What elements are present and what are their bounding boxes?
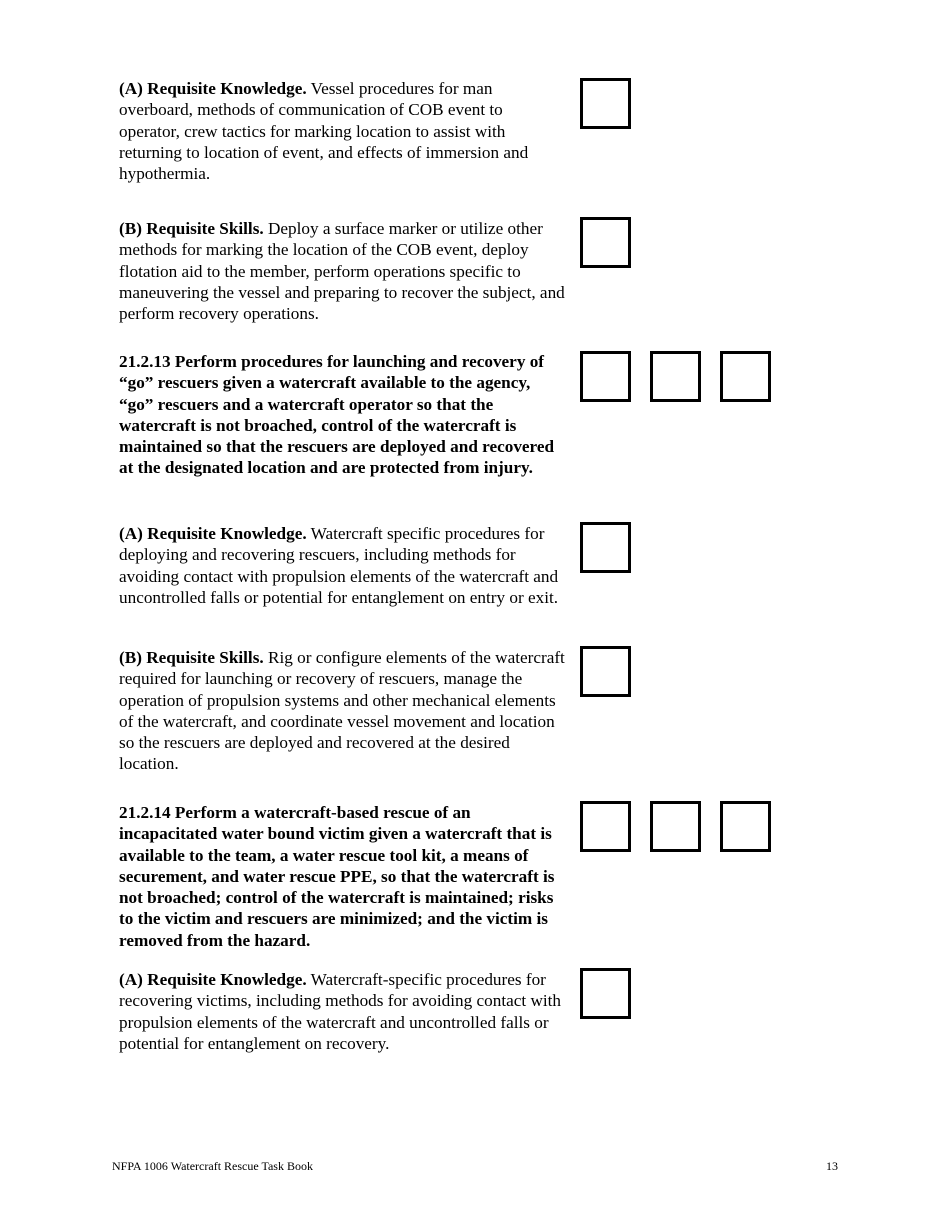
checkbox[interactable] [580, 78, 631, 129]
checkbox-3[interactable] [720, 801, 771, 852]
checkbox[interactable] [580, 522, 631, 573]
section-text: Deploy a surface marker or utilize other methods for marking the location of the COB event, deploy flotation aid to the member, perform operations specific to maneuvering the vessel and preparing to recover the subject, and perform recovery operations. [119, 219, 565, 324]
checkbox-1[interactable] [580, 351, 631, 402]
section-requisite-skills [119, 218, 565, 324]
page-number: 13 [826, 1159, 838, 1173]
checkbox[interactable] [580, 217, 631, 268]
checkbox-2[interactable] [650, 351, 701, 402]
section-requisite-knowledge [119, 969, 565, 1054]
checkbox[interactable] [580, 646, 631, 697]
section-text: Watercraft-specific procedures for recovering victims, including methods for avoiding contact with propulsion elements of the watercraft and uncontrolled falls or potential for entanglement on recovery. [119, 970, 561, 1053]
section-label: (B) Requisite Skills. [119, 648, 264, 667]
section-requisite-knowledge [119, 523, 565, 608]
section-requisite-knowledge [119, 78, 565, 184]
checkbox-2[interactable] [650, 801, 701, 852]
footer-title: NFPA 1006 Watercraft Rescue Task Book [112, 1159, 313, 1173]
jpr-heading-21-2-13: 21.2.13 Perform procedures for launching and recovery of “go” rescuers given a watercraft available to the agency, “go” rescuers and a watercraft operator so that the watercraft is not broached, control of the watercraft is maintained so that the rescuers are deployed and recovered at the designated location and are protected from injury. [119, 352, 555, 478]
section-label: (A) Requisite Knowledge. [119, 970, 307, 989]
checkbox-1[interactable] [580, 801, 631, 852]
section-label: (A) Requisite Knowledge. [119, 79, 307, 98]
section-text: Watercraft specific procedures for deploying and recovering rescuers, including methods for avoiding contact with propulsion elements of the watercraft and uncontrolled falls or potential for entanglement on entry or exit. [119, 524, 559, 607]
section-requisite-skills [119, 647, 565, 775]
checkbox-3[interactable] [720, 351, 771, 402]
section-label: (A) Requisite Knowledge. [119, 524, 307, 543]
checkbox[interactable] [580, 968, 631, 1019]
section-label: (B) Requisite Skills. [119, 219, 264, 238]
section-text: Rig or configure elements of the watercraft required for launching or recovery of rescuers, manage the operation of propulsion systems and other mechanical elements of the watercraft, and coordinate vessel movement and location so the rescuers are deployed and recovered at the desired location. [119, 648, 565, 774]
section-text: Vessel procedures for man overboard, methods of communication of COB event to operator, crew tactics for marking location to assist with returning to location of event, and effects of immersion and hypothermia. [119, 79, 529, 184]
jpr-heading-21-2-14: 21.2.14 Perform a watercraft-based rescue of an incapacitated water bound victim given a watercraft that is available to the team, a water rescue tool kit, a means of securement, and water rescue PPE, so that the watercraft is not broached; control of the watercraft is maintained; risks to the victim and rescuers are minimized; and the victim is removed from the hazard. [119, 803, 555, 950]
